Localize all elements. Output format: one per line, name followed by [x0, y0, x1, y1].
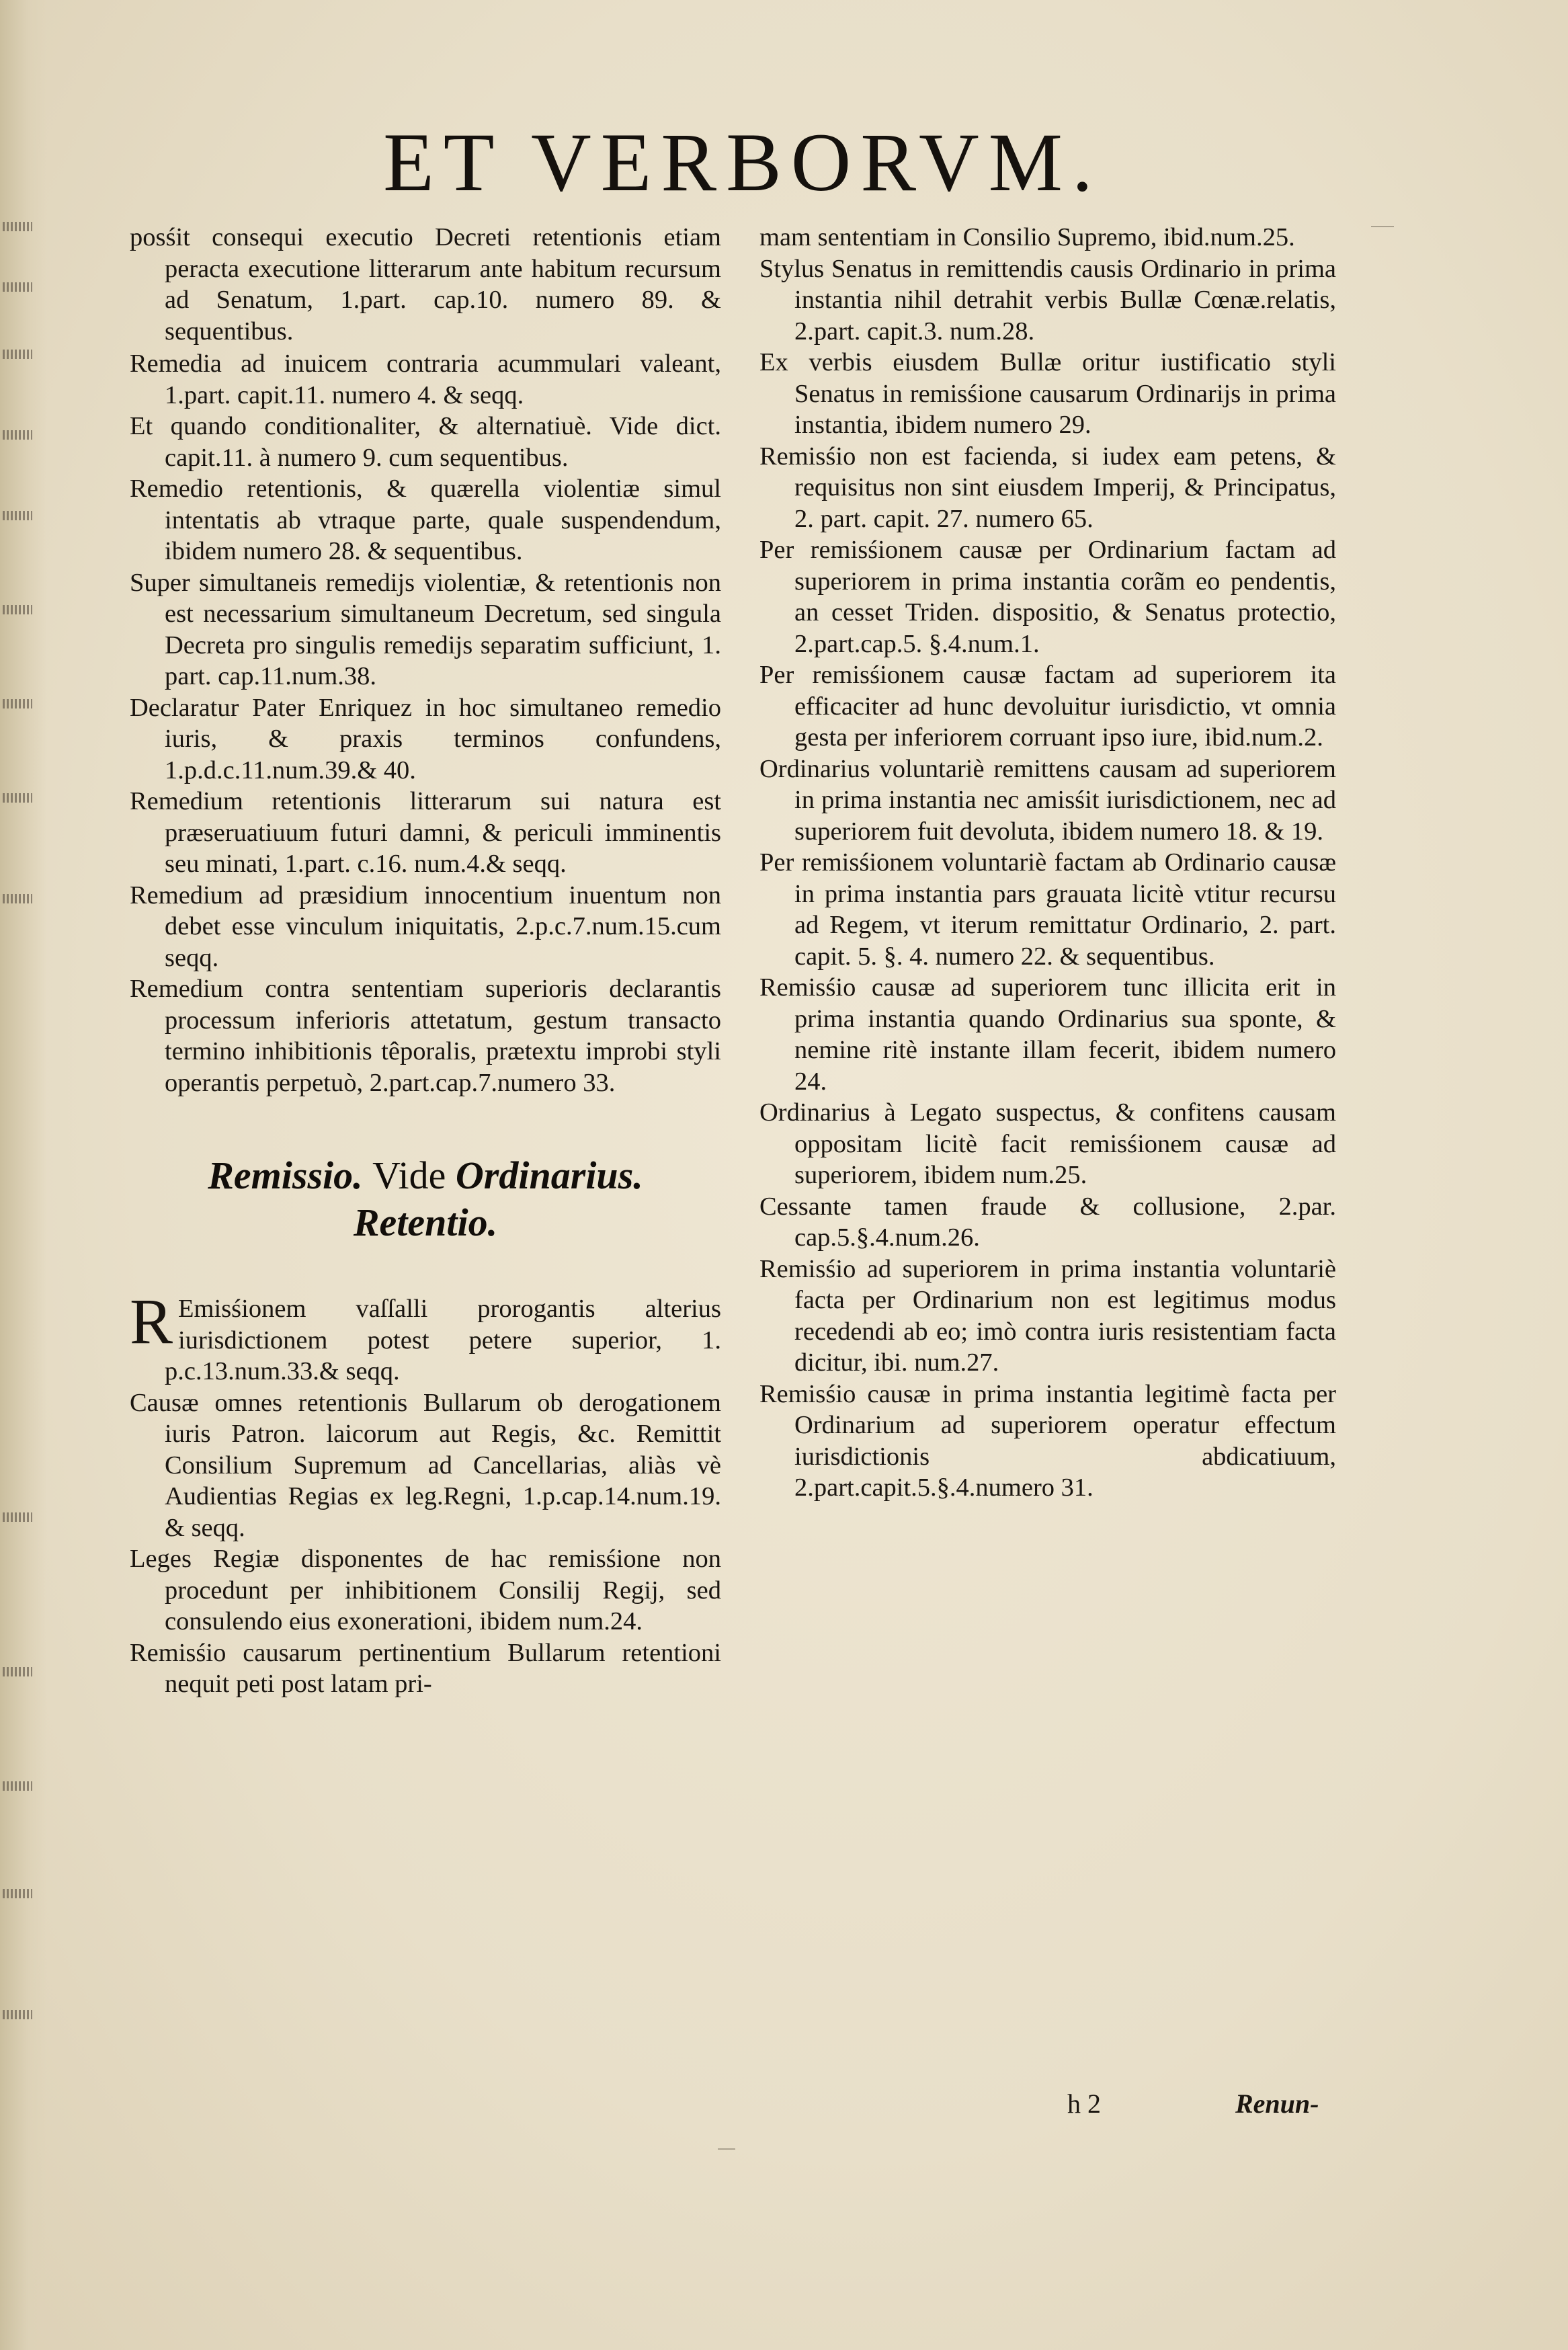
left-column: [130, 222, 721, 1700]
ink-speck: [718, 2148, 735, 2150]
index-entry: Remisśio causarum pertinentium Bullarum retentioni nequit peti post latam pri-: [130, 1638, 721, 1698]
index-entry: Remedio retentionis, & quærella violentiæ simul intentatis ab vtraque parte, quale suspendendum, ibidem numero 28. & sequentibus.: [130, 475, 721, 565]
index-entry: Et quando conditionaliter, & alternatiuè. Vide dict. capit.11. à numero 9. cum sequentibus.: [130, 412, 721, 472]
index-entry: Remisśio ad superiorem in prima instantia voluntariè facta per Ordinarium non est legitimus modus recedendi ab eo; imò contra iuris resistentiam facta dicitur, ibi. num.27.: [759, 1254, 1336, 1377]
index-entry: Causæ omnes retentionis Bullarum ob derogationem iuris Patron. laicorum aut Regis, &c. Remittit Consilium Supremum ad Cancellarias, aliàs vè Audientias Regias ex leg.Regni, 1.p.cap.14.num.19. & seqq.: [130, 1388, 721, 1542]
index-entry: Remedium contra sententiam superioris declarantis processum inferioris attetatum, gestum transacto termino inhibitionis têporalis, prætextu improbi styli operantis perpetuò, 2.part.cap.7.numero 33.: [130, 975, 721, 1097]
index-entry: Declaratur Pater Enriquez in hoc simultaneo remedio iuris, & praxis terminos confundens, 1.p.d.c.11.num.39.& 40.: [130, 693, 721, 784]
index-entry: Remisśio causæ in prima instantia legitimè facta per Ordinarium ad superiorem operatur effectum iurisdictionis abdicatiuum, 2.part.capit.5.§.4.numero 31.: [759, 1379, 1336, 1502]
section-heading-vide: Vide: [372, 1153, 446, 1197]
bleed-through-fragment: [3, 350, 32, 359]
bleed-through-fragment: [3, 605, 32, 614]
bleed-through-fragment: [3, 2010, 32, 2019]
index-entry: Remisśio non est facienda, si iudex eam petens, & requisitus non sint eiusdem Imperij, & Principatus, 2. part. capit. 27. numero 65.: [759, 442, 1336, 533]
bleed-through-fragment: [3, 1667, 32, 1676]
bleed-through-fragment: [3, 894, 32, 903]
bleed-through-fragment: [3, 793, 32, 803]
drop-cap: R: [130, 1285, 173, 1357]
bleed-through-fragment: [3, 282, 32, 292]
bleed-through-fragment: [3, 1889, 32, 1898]
section-heading-word: Retentio.: [353, 1201, 498, 1244]
index-entry: posśit consequi executio Decreti retentionis etiam peracta executione litterarum ante habitum recursum ad Senatum, 1.part. cap.10. numero 89. & sequentibus.: [130, 223, 721, 346]
bleed-through-fragment: [3, 430, 32, 440]
index-entry-text: Emisśionem vaſſalli prorogantis alterius iurisdictionem potest petere superior, 1. p.c.13.num.33.& seqq.: [165, 1295, 721, 1385]
index-entry: Super simultaneis remedijs violentiæ, & retentionis non est necessarium simultaneum Decretum, sed singula Decreta pro singulis remedijs separatim sufficiunt, 1. part. cap.11.num.38.: [130, 568, 721, 690]
bleed-through-fragment: [3, 1781, 32, 1791]
index-entry: Remedium ad præsidium innocentium inuentum non debet esse vinculum iniquitatis, 2.p.c.7.num.15.cum seqq.: [130, 881, 721, 972]
index-entry: Cessante tamen fraude & collusione, 2.par. cap.5.§.4.num.26.: [759, 1192, 1336, 1252]
index-entry-first: [130, 1285, 721, 1387]
index-entry: Remisśio causæ ad superiorem tunc illicita erit in prima instantia quando Ordinarius sua sponte, & nemine ritè instante illam fecerit, ibidem numero 24.: [759, 973, 1336, 1096]
index-entry: Per remisśionem voluntariè factam ab Ordinario causæ in prima instantia pars grauata licitè vtitur recursu ad Regem, vt iterum remittatur Ordinario, 2. part. capit. 5. §. 4. numero 22. & sequentibus.: [759, 848, 1336, 971]
catchword: Renun-: [1235, 2089, 1319, 2119]
right-column: [759, 222, 1336, 1504]
index-entry: Ordinarius voluntariè remittens causam ad superiorem in prima instantia nec amisśit iurisdictionem, nec ad superiorem fuit devoluta, ibidem numero 18. & 19.: [759, 754, 1336, 846]
signature-mark: h 2: [1067, 2089, 1101, 2119]
index-entry: Ex verbis eiusdem Bullæ oritur iustificatio styli Senatus in remisśione causarum Ordinarijs in prima instantia, ibidem numero 29.: [759, 348, 1336, 439]
bleed-through-fragment: [3, 699, 32, 708]
bleed-through-fragment: [3, 511, 32, 520]
index-entry: Remedium retentionis litterarum sui natura est præseruatiuum futuri damni, & periculi imminentis seu minati, 1.part. c.16. num.4.& seqq.: [130, 787, 721, 878]
section-heading-word: Ordinarius.: [455, 1153, 643, 1197]
index-entry: Stylus Senatus in remittendis causis Ordinario in prima instantia nihil detrahit verbis Bullæ Cœnæ.relatis, 2.part. capit.3. num.28.: [759, 254, 1336, 346]
section-heading-word: Remissio.: [208, 1153, 363, 1197]
index-entry: Remedia ad inuicem contraria acummulari valeant, 1.part. capit.11. numero 4. & seqq.: [130, 350, 721, 409]
index-entry: Per remisśionem causæ per Ordinarium factam ad superiorem in prima instantia corãm eo pendentis, an cesset Triden. dispositio, & Senatus protectio, 2.part.cap.5. §.4.num.1.: [759, 536, 1336, 658]
index-entry: Per remisśionem causæ factam ad superiorem ita efficaciter ad hunc devoluitur iurisdictio, vt omnia gesta per inferiorem corruant ipso iure, ibid.num.2.: [759, 661, 1336, 752]
index-entry: mam sententiam in Consilio Supremo, ibid.num.25.: [759, 223, 1295, 251]
bleed-through-fragment: [3, 1512, 32, 1522]
index-entry: Leges Regiæ disponentes de hac remisśione non procedunt per inhibitionem Consilij Regij, sed consulendo eius exonerationi, ibidem num.24.: [130, 1545, 721, 1635]
bleed-through-fragment: [3, 222, 32, 231]
ink-speck: [1371, 226, 1394, 227]
section-heading: [130, 1152, 721, 1246]
running-header: ET VERBORVM.: [383, 116, 1102, 208]
index-entry: Ordinarius à Legato suspectus, & confitens causam oppositam licitè facit remisśionem causæ ad superiorem, ibidem num.25.: [759, 1098, 1336, 1189]
